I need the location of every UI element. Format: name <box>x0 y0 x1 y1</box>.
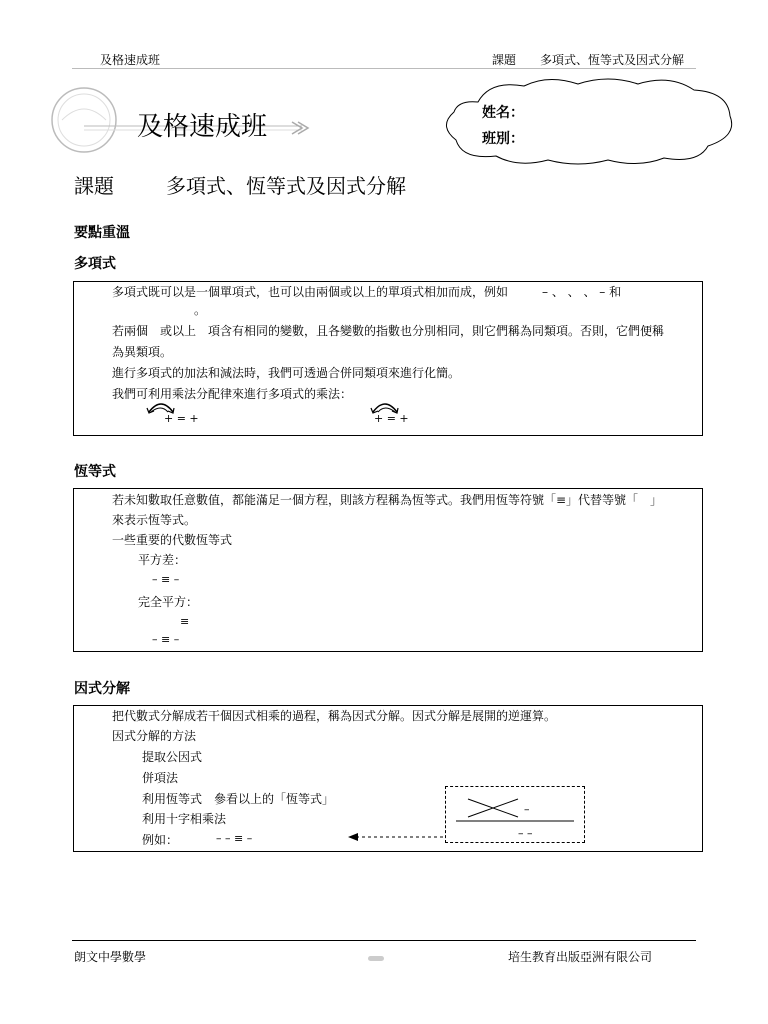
header-topic-label: 課題 <box>492 53 517 67</box>
poly-line6: 我們可利用乘法分配律來進行多項式的乘法： <box>112 387 353 401</box>
title-label: 課題 <box>74 174 114 198</box>
footer-rule <box>72 940 696 941</box>
identity-box <box>73 488 703 652</box>
factorization-heading: 因式分解 <box>74 681 130 697</box>
example-label: 例如： <box>142 833 179 847</box>
polynomial-heading: 多項式 <box>74 256 116 272</box>
poly-expr2: + = + <box>374 412 409 425</box>
page-marker <box>368 956 384 961</box>
header-rule <box>72 68 696 69</box>
polynomial-box <box>73 281 703 436</box>
factorization-box <box>73 705 703 852</box>
poly-line4: 為異類項。 <box>112 345 173 359</box>
identity-line3: 一些重要的代數恆等式 <box>112 533 233 547</box>
factor-method-4: 利用十字相乘法 <box>142 812 227 826</box>
footer-right: 培生教育出版亞洲有限公司 <box>508 950 653 964</box>
identity-line2: 來表示恆等式。 <box>112 513 197 527</box>
poly-line2: 。 <box>194 303 207 317</box>
name-label: 姓名： <box>482 105 524 121</box>
poly-line3: 若兩個 或以上 項含有相同的變數，且各變數的指數也分別相同，則它們稱為同類項。否則，它們便稱 <box>112 324 665 338</box>
factor-method-2: 併項法 <box>142 771 179 785</box>
perfect-square-label: 完全平方： <box>138 595 199 609</box>
factor-method-3: 利用恆等式 參看以上的「恆等式」 <box>142 792 335 806</box>
poly-line1: 多項式既可以是一個單項式，也可以由兩個或以上的單項式相加而成，例如 <box>112 285 509 299</box>
dashed-arrow-icon <box>346 830 446 844</box>
perfect-square-expr2: – ≡ – <box>152 633 180 646</box>
example-expr: – – ≡ – <box>216 832 253 845</box>
page-title: 多項式、恆等式及因式分解 <box>166 174 406 198</box>
diff-squares-label: 平方差： <box>138 553 187 567</box>
cross-method-box <box>445 786 585 843</box>
identity-line1: 若未知數取任意數值，都能滿足一個方程，則該方程稱為恆等式。我們用恆等符號「≡」代替等號「 」 <box>112 493 663 507</box>
poly-line1-symbols: – 、 、 、 – 和 <box>542 285 622 299</box>
footer-left: 朗文中學數學 <box>74 950 147 964</box>
review-heading: 要點重溫 <box>74 225 130 241</box>
factor-method-1: 提取公因式 <box>142 750 203 764</box>
header-topic: 多項式、恆等式及因式分解 <box>540 53 685 67</box>
diff-squares-expr: – ≡ – <box>152 573 180 586</box>
cross-lines-icon <box>446 787 586 844</box>
class-label: 班別： <box>482 131 524 147</box>
header-left: 及格速成班 <box>100 53 161 67</box>
logo-title: 及格速成班 <box>137 112 268 142</box>
poly-line5: 進行多項式的加法和減法時，我們可透過合併同類項來進行化簡。 <box>112 366 461 380</box>
cross-minus-1: – <box>524 803 530 816</box>
perfect-square-expr1: ≡ <box>180 615 190 628</box>
identity-heading: 恆等式 <box>74 464 116 480</box>
factor-line2: 因式分解的方法 <box>112 729 197 743</box>
factor-line1: 把代數式分解成若干個因式相乘的過程，稱為因式分解。因式分解是展開的逆運算。 <box>112 709 557 723</box>
poly-expr1: + = + <box>164 412 199 425</box>
cross-minus-2: – – <box>518 827 533 840</box>
